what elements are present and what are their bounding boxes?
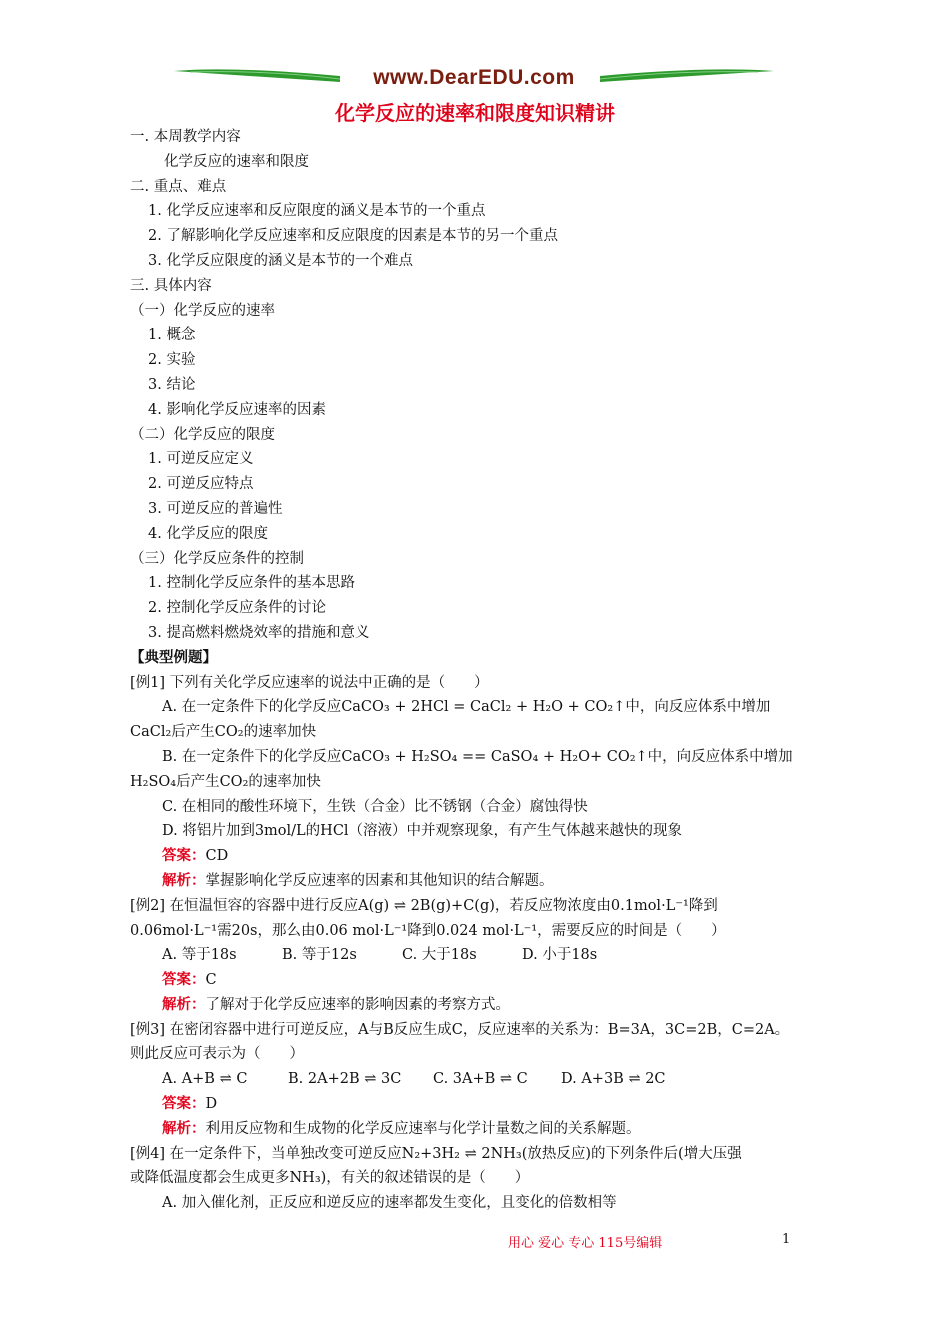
example-2-question: [例2] 在恒温恒容的容器中进行反应A(g) ⇌ 2B(g)+C(g)，若反应物浓度由0.1mol·L⁻¹降到 — [130, 897, 718, 914]
outline-line: 化学反应的速率和限度 — [164, 153, 309, 170]
outline-line: 1. 控制化学反应条件的基本思路 — [148, 575, 355, 592]
answer-label: 答案： — [162, 1096, 206, 1113]
examples-heading: 【典型例题】 — [130, 649, 217, 666]
example-4-option-a: A. 加入催化剂，正反应和逆反应的速率都发生变化，且变化的倍数相等 — [162, 1195, 617, 1212]
analysis-text: 利用反应物和生成物的化学反应速率与化学计量数之间的关系解题。 — [205, 1120, 641, 1137]
example-2-question-cont: 0.06mol·L⁻¹需20s，那么由0.06 mol·L⁻¹降到0.024 mol·L⁻¹，需要反应的时间是（ ） — [130, 922, 726, 939]
outline-line: 1. 可逆反应定义 — [148, 451, 254, 468]
example-3-answer — [130, 1092, 820, 1117]
answer-label: 答案： — [162, 972, 206, 989]
option-c: C. 3A+B ⇌ C — [433, 1071, 528, 1088]
example-1-option-b-cont: H₂SO₄后产生CO₂的速率加快 — [130, 773, 321, 790]
outline-line: 二. 重点、难点 — [130, 178, 227, 195]
outline-line: 3. 可逆反应的普遍性 — [148, 500, 283, 517]
outline-line: 2. 控制化学反应条件的讨论 — [148, 600, 326, 617]
footer-text: 用心 爱心 专心 115号编辑 — [508, 1236, 663, 1251]
example-2-options — [130, 943, 820, 968]
example-2-answer — [130, 968, 820, 993]
answer-value: D — [205, 1096, 218, 1113]
outline-line: （二）化学反应的限度 — [130, 426, 275, 443]
outline-section — [130, 125, 820, 646]
option-a: A. A+B ⇌ C — [162, 1071, 248, 1088]
site-logo-text: www.DearEDU.com — [373, 66, 575, 89]
example-2-analysis — [130, 993, 820, 1018]
answer-value: C — [205, 972, 217, 989]
analysis-label: 解析： — [162, 996, 206, 1013]
option-b: B. 等于12s — [282, 947, 357, 964]
outline-line: 3. 结论 — [148, 376, 196, 393]
example-4-question: [例4] 在一定条件下，当单独改变可逆反应N₂+3H₂ ⇌ 2NH₃(放热反应)的下列条件后(增大压强 — [130, 1145, 742, 1162]
example-3-analysis — [130, 1117, 820, 1142]
option-d: D. 小于18s — [522, 947, 598, 964]
example-1-option-b: B. 在一定条件下的化学反应CaCO₃ + H₂SO₄ == CaSO₄ + H₂O+ CO₂↑中，向反应体系中增加 — [162, 748, 793, 765]
outline-line: 一. 本周教学内容 — [130, 129, 241, 145]
outline-line: （三）化学反应条件的控制 — [130, 550, 304, 567]
page-title: 化学反应的速率和限度知识精讲 — [335, 101, 615, 125]
document-body — [130, 125, 820, 1216]
outline-line: 3. 提高燃料燃烧效率的措施和意义 — [148, 624, 370, 641]
example-1-option-d: D. 将铝片加到3mol/L的HCl（溶液）中并观察现象，有产生气体越来越快的现象 — [162, 823, 683, 840]
outline-line: 3. 化学反应限度的涵义是本节的一个难点 — [148, 252, 413, 269]
example-1-option-a: A. 在一定条件下的化学反应CaCO₃ + 2HCl = CaCl₂ + H₂O + CO₂↑中，向反应体系中增加 — [162, 699, 771, 716]
example-3-question: [例3] 在密闭容器中进行可逆反应，A与B反应生成C，反应速率的关系为：B=3A，3C=2B，C=2A。 — [130, 1021, 790, 1038]
option-c: C. 大于18s — [402, 947, 477, 964]
example-3-options — [130, 1067, 820, 1092]
example-1-analysis — [130, 869, 820, 894]
example-1-answer — [130, 844, 820, 869]
example-4-question-cont: 或降低温度都会生成更多NH₃)，有关的叙述错误的是（ ） — [130, 1170, 530, 1187]
outline-line: 2. 可逆反应特点 — [148, 476, 254, 493]
answer-value: CD — [205, 848, 229, 865]
outline-line: （一）化学反应的速率 — [130, 302, 275, 319]
outline-line: 2. 实验 — [148, 352, 196, 369]
option-a: A. 等于18s — [162, 947, 237, 964]
option-d: D. A+3B ⇌ 2C — [561, 1071, 666, 1088]
answer-label: 答案： — [162, 848, 206, 865]
example-1-question: [例1] 下列有关化学反应速率的说法中正确的是（ ） — [130, 674, 489, 691]
outline-line: 2. 了解影响化学反应速率和反应限度的因素是本节的另一个重点 — [148, 228, 558, 245]
outline-line: 1. 化学反应速率和反应限度的涵义是本节的一个重点 — [148, 203, 486, 220]
outline-line: 1. 概念 — [148, 327, 196, 344]
example-3-question-cont: 则此反应可表示为（ ） — [130, 1046, 304, 1063]
outline-line: 三. 具体内容 — [130, 277, 212, 294]
analysis-text: 掌握影响化学反应速率的因素和其他知识的结合解题。 — [205, 872, 554, 889]
analysis-label: 解析： — [162, 872, 206, 889]
page-number: 1 — [782, 1232, 791, 1247]
outline-line: 4. 影响化学反应速率的因素 — [148, 401, 326, 418]
outline-line: 4. 化学反应的限度 — [148, 525, 268, 542]
analysis-label: 解析： — [162, 1120, 206, 1137]
analysis-text: 了解对于化学反应速率的影响因素的考察方式。 — [205, 996, 510, 1013]
example-1-option-a-cont: CaCl₂后产生CO₂的速率加快 — [130, 724, 317, 741]
example-1-option-c: C. 在相同的酸性环境下，生铁（合金）比不锈钢（合金）腐蚀得快 — [162, 798, 588, 815]
option-b: B. 2A+2B ⇌ 3C — [288, 1071, 402, 1088]
site-header — [170, 62, 778, 98]
